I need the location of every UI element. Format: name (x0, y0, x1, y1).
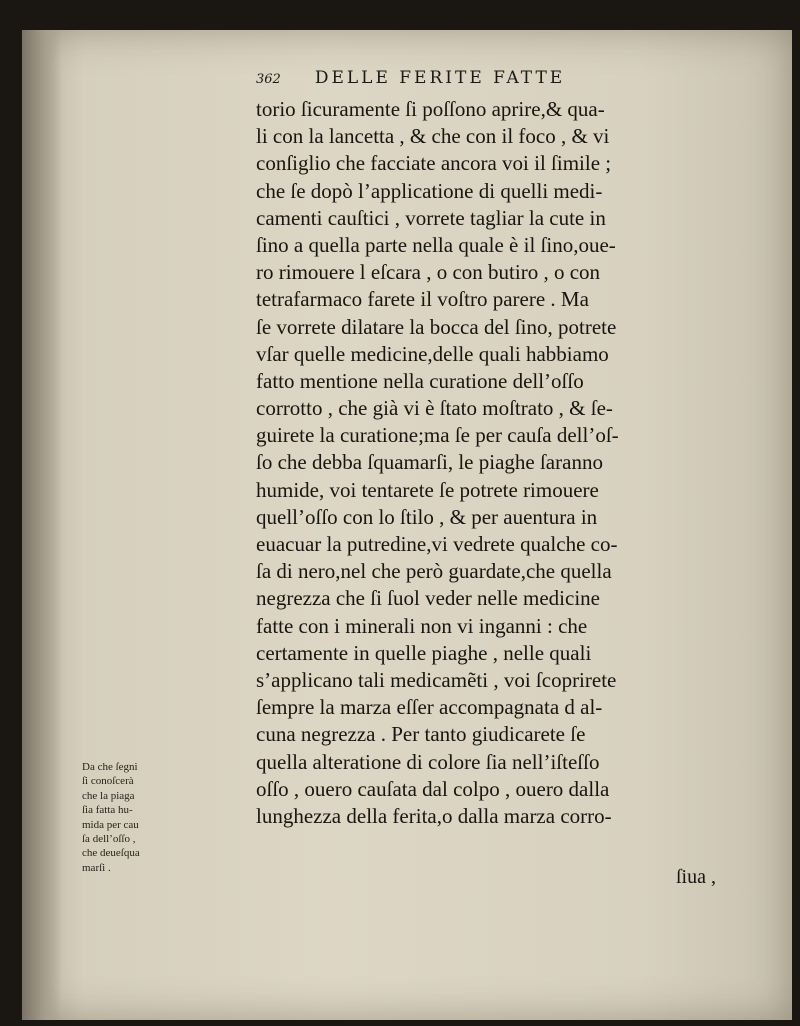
text-line: tetrafarmaco farete il voſtro parere . Ma (256, 287, 589, 312)
text-line: quell’oſſo con lo ſtilo , & per auentura in (256, 504, 598, 529)
text-line: ſe vorrete dilatare la bocca del ſino, potrete (256, 314, 617, 339)
page-number: 362 (256, 72, 281, 87)
page-gutter-shadow (22, 30, 62, 1020)
text-line: certamente in quelle piaghe , nelle quali (256, 640, 592, 665)
running-title: DELLE FERITE FATTE (314, 68, 566, 88)
text-line: ſa di nero,nel che però guardate,che quella (256, 559, 612, 584)
text-line: oſſo , ouero cauſata dal colpo , ouero dalla (256, 776, 610, 801)
text-line: quella alteratione di colore ſia nell’iſteſſo (256, 749, 600, 774)
body-text (256, 96, 756, 830)
margin-note-line: ſa dell’oſſo , (82, 833, 136, 846)
margin-note-line: ſi conoſcerà (82, 775, 134, 788)
margin-note-line: Da che ſegni (82, 761, 138, 773)
text-line: torio ſicuramente ſi poſſono aprire,& qua- (256, 97, 605, 121)
text-line: guirete la curatione;ma ſe per cauſa dell’oſ- (256, 423, 619, 448)
text-line: camenti cauſtici , vorrete tagliar la cute in (256, 205, 606, 230)
text-line: ſempre la marza eſſer accompagnata d al- (256, 695, 603, 720)
margin-note-line: mida per cau (82, 818, 139, 831)
text-line: negrezza che ſi ſuol veder nelle medicine (256, 586, 600, 611)
text-line: corrotto , che già vi è ſtato moſtrato , & ſe- (256, 396, 613, 421)
text-line: li con la lancetta , & che con il foco , & vi (256, 124, 610, 149)
margin-note-line: marſi . (82, 861, 111, 874)
text-line: ſo che debba ſquamarſi, le piaghe ſaranno (256, 450, 603, 475)
text-line: conſiglio che facciate ancora voi il ſimile ; (256, 151, 612, 176)
margin-note-line: che la piaga (82, 789, 135, 802)
text-line: ſino a quella parte nella quale è il ſino,oue- (256, 232, 616, 257)
text-line: fatto mentione nella curatione dell’oſſo (256, 368, 584, 393)
text-line: lunghezza della ferita,o dalla marza corro- (256, 803, 612, 828)
text-line: euacuar la putredine,vi vedrete qualche co- (256, 532, 618, 556)
text-line: s’applicano tali medicamẽti , voi ſcoprirete (256, 667, 617, 692)
text-line: cuna negrezza . Per tanto giudicarete ſe (256, 722, 586, 747)
margin-note-line: ſia fatta hu- (82, 804, 133, 817)
text-line: ro rimouere l eſcara , o con butiro , o con (256, 260, 601, 285)
text-line: vſar quelle medicine,delle quali habbiamo (256, 341, 609, 366)
text-line: fatte con i minerali non vi inganni : che (256, 613, 588, 638)
margin-note-line: che deueſqua (82, 847, 140, 860)
catchword: ſiua , (676, 866, 716, 888)
margin-note (82, 760, 182, 875)
text-line: humide, voi tentarete ſe potrete rimouere (256, 477, 599, 502)
text-line: che ſe dopò l’applicatione di quelli medi- (256, 178, 603, 203)
running-head (256, 68, 676, 98)
